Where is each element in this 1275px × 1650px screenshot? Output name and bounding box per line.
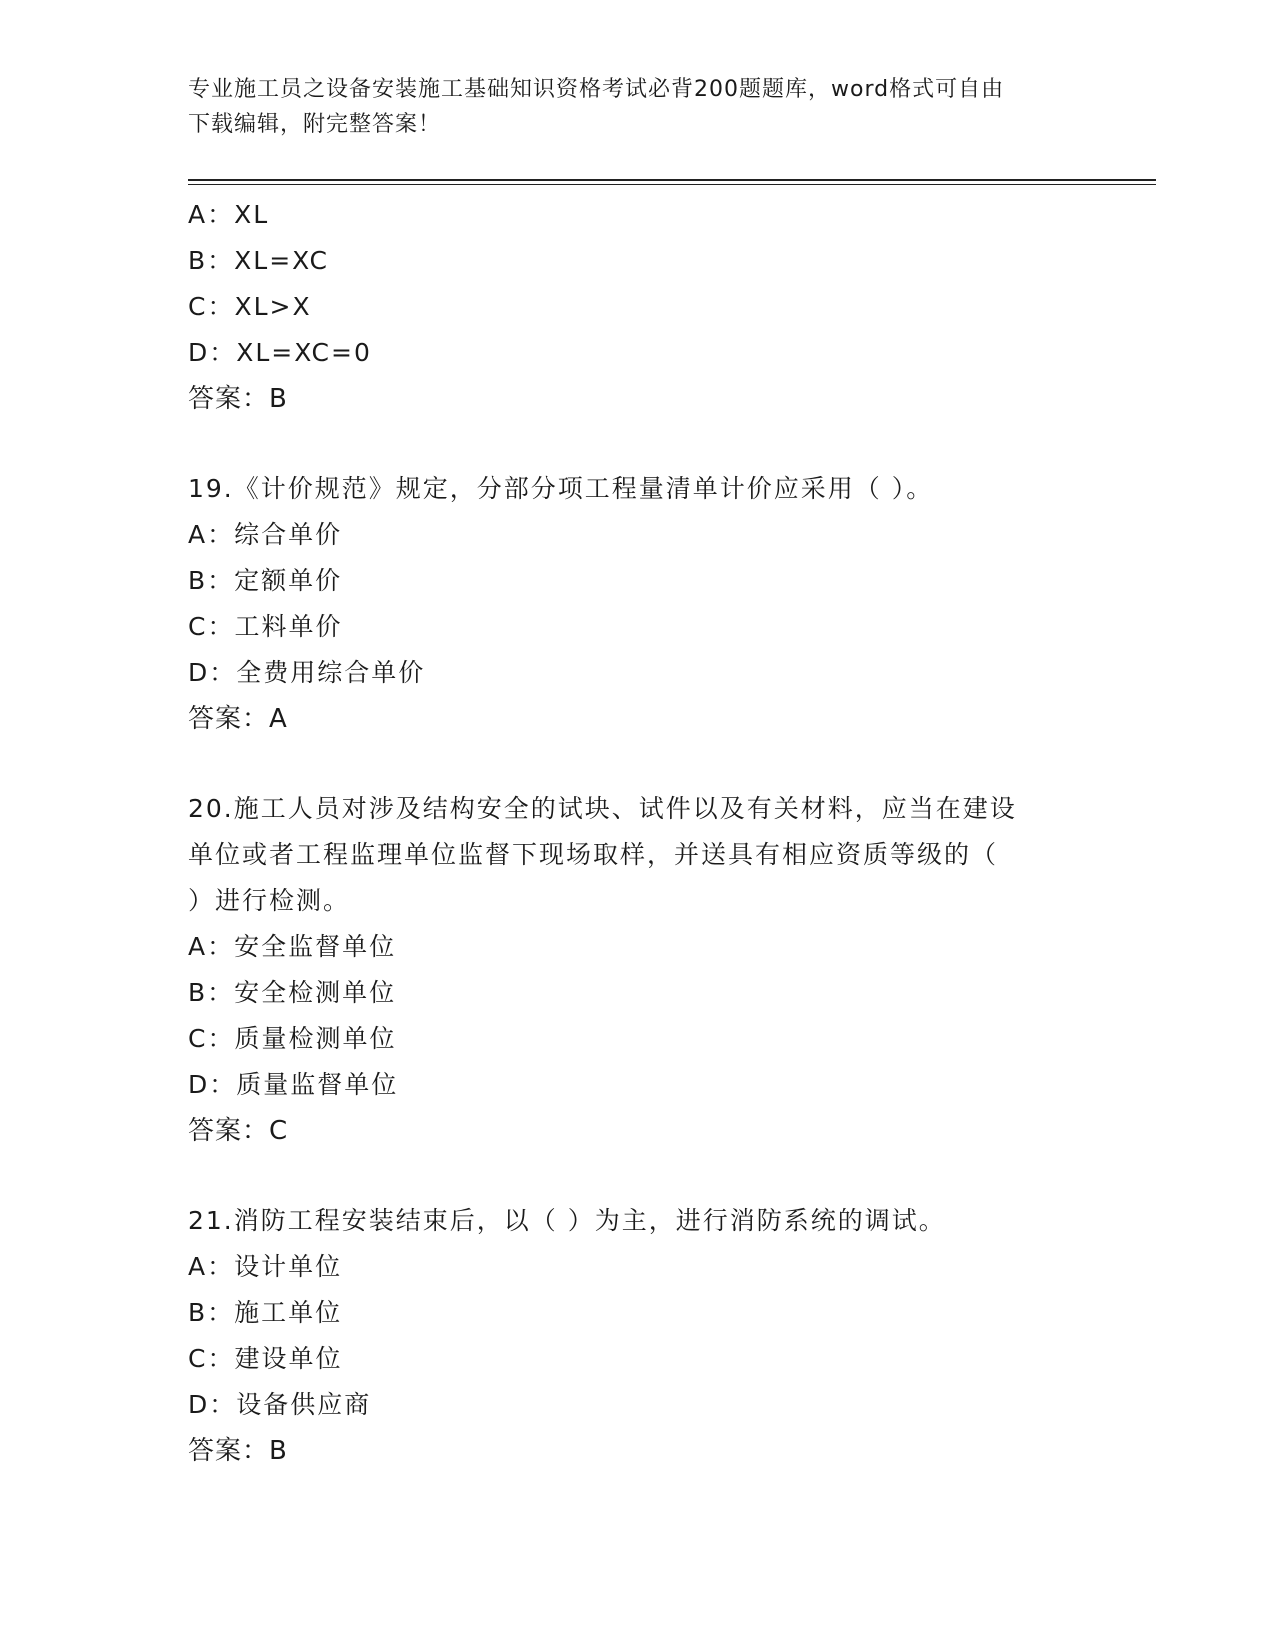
- answer: 答案：B: [188, 1436, 288, 1466]
- option-d: D：质量监督单位: [188, 1070, 399, 1099]
- answer: 答案：C: [188, 1116, 289, 1146]
- question-stem-line-1: 20.施工人员对涉及结构安全的试块、试件以及有关材料，应当在建设: [188, 794, 1017, 823]
- question-18: [188, 192, 1088, 422]
- answer: 答案：A: [188, 704, 288, 734]
- answer: 答案：B: [188, 384, 288, 414]
- header-line-1: 专业施工员之设备安装施工基础知识资格考试必背200题题库，word格式可自由: [188, 77, 1005, 102]
- question-stem-line-2: 单位或者工程监理单位监督下现场取样，并送具有相应资质等级的（: [188, 840, 999, 869]
- header-divider-thin: [188, 184, 1156, 185]
- option-c: C：XL>X: [188, 292, 312, 321]
- question-list: [188, 192, 1088, 1474]
- option-d: D：全费用综合单价: [188, 658, 426, 687]
- option-a: A：安全监督单位: [188, 932, 397, 961]
- option-b: B：XL=XC: [188, 246, 329, 275]
- question-19: [188, 466, 1088, 742]
- option-c: C：建设单位: [188, 1344, 343, 1373]
- option-a: A：综合单价: [188, 520, 343, 549]
- question-stem: 19.《计价规范》规定，分部分项工程量清单计价应采用（ ）。: [188, 474, 934, 503]
- question-20: [188, 786, 1088, 1154]
- question-stem-line-3: ）进行检测。: [188, 886, 351, 915]
- question-stem: 21.消防工程安装结束后，以（ ）为主，进行消防系统的调试。: [188, 1206, 946, 1235]
- option-a: A：设计单位: [188, 1252, 343, 1281]
- option-b: B：定额单价: [188, 566, 343, 595]
- option-c: C：质量检测单位: [188, 1024, 397, 1053]
- header-divider-thick: [188, 179, 1156, 181]
- option-d: D：XL=XC=0: [188, 338, 372, 367]
- option-a: A：XL: [188, 200, 270, 229]
- option-d: D：设备供应商: [188, 1390, 372, 1419]
- option-b: B：安全检测单位: [188, 978, 397, 1007]
- option-b: B：施工单位: [188, 1298, 343, 1327]
- header-line-2: 下载编辑，附完整答案！: [188, 112, 442, 137]
- option-c: C：工料单价: [188, 612, 343, 641]
- document-header: [188, 72, 1068, 142]
- question-21: [188, 1198, 1088, 1474]
